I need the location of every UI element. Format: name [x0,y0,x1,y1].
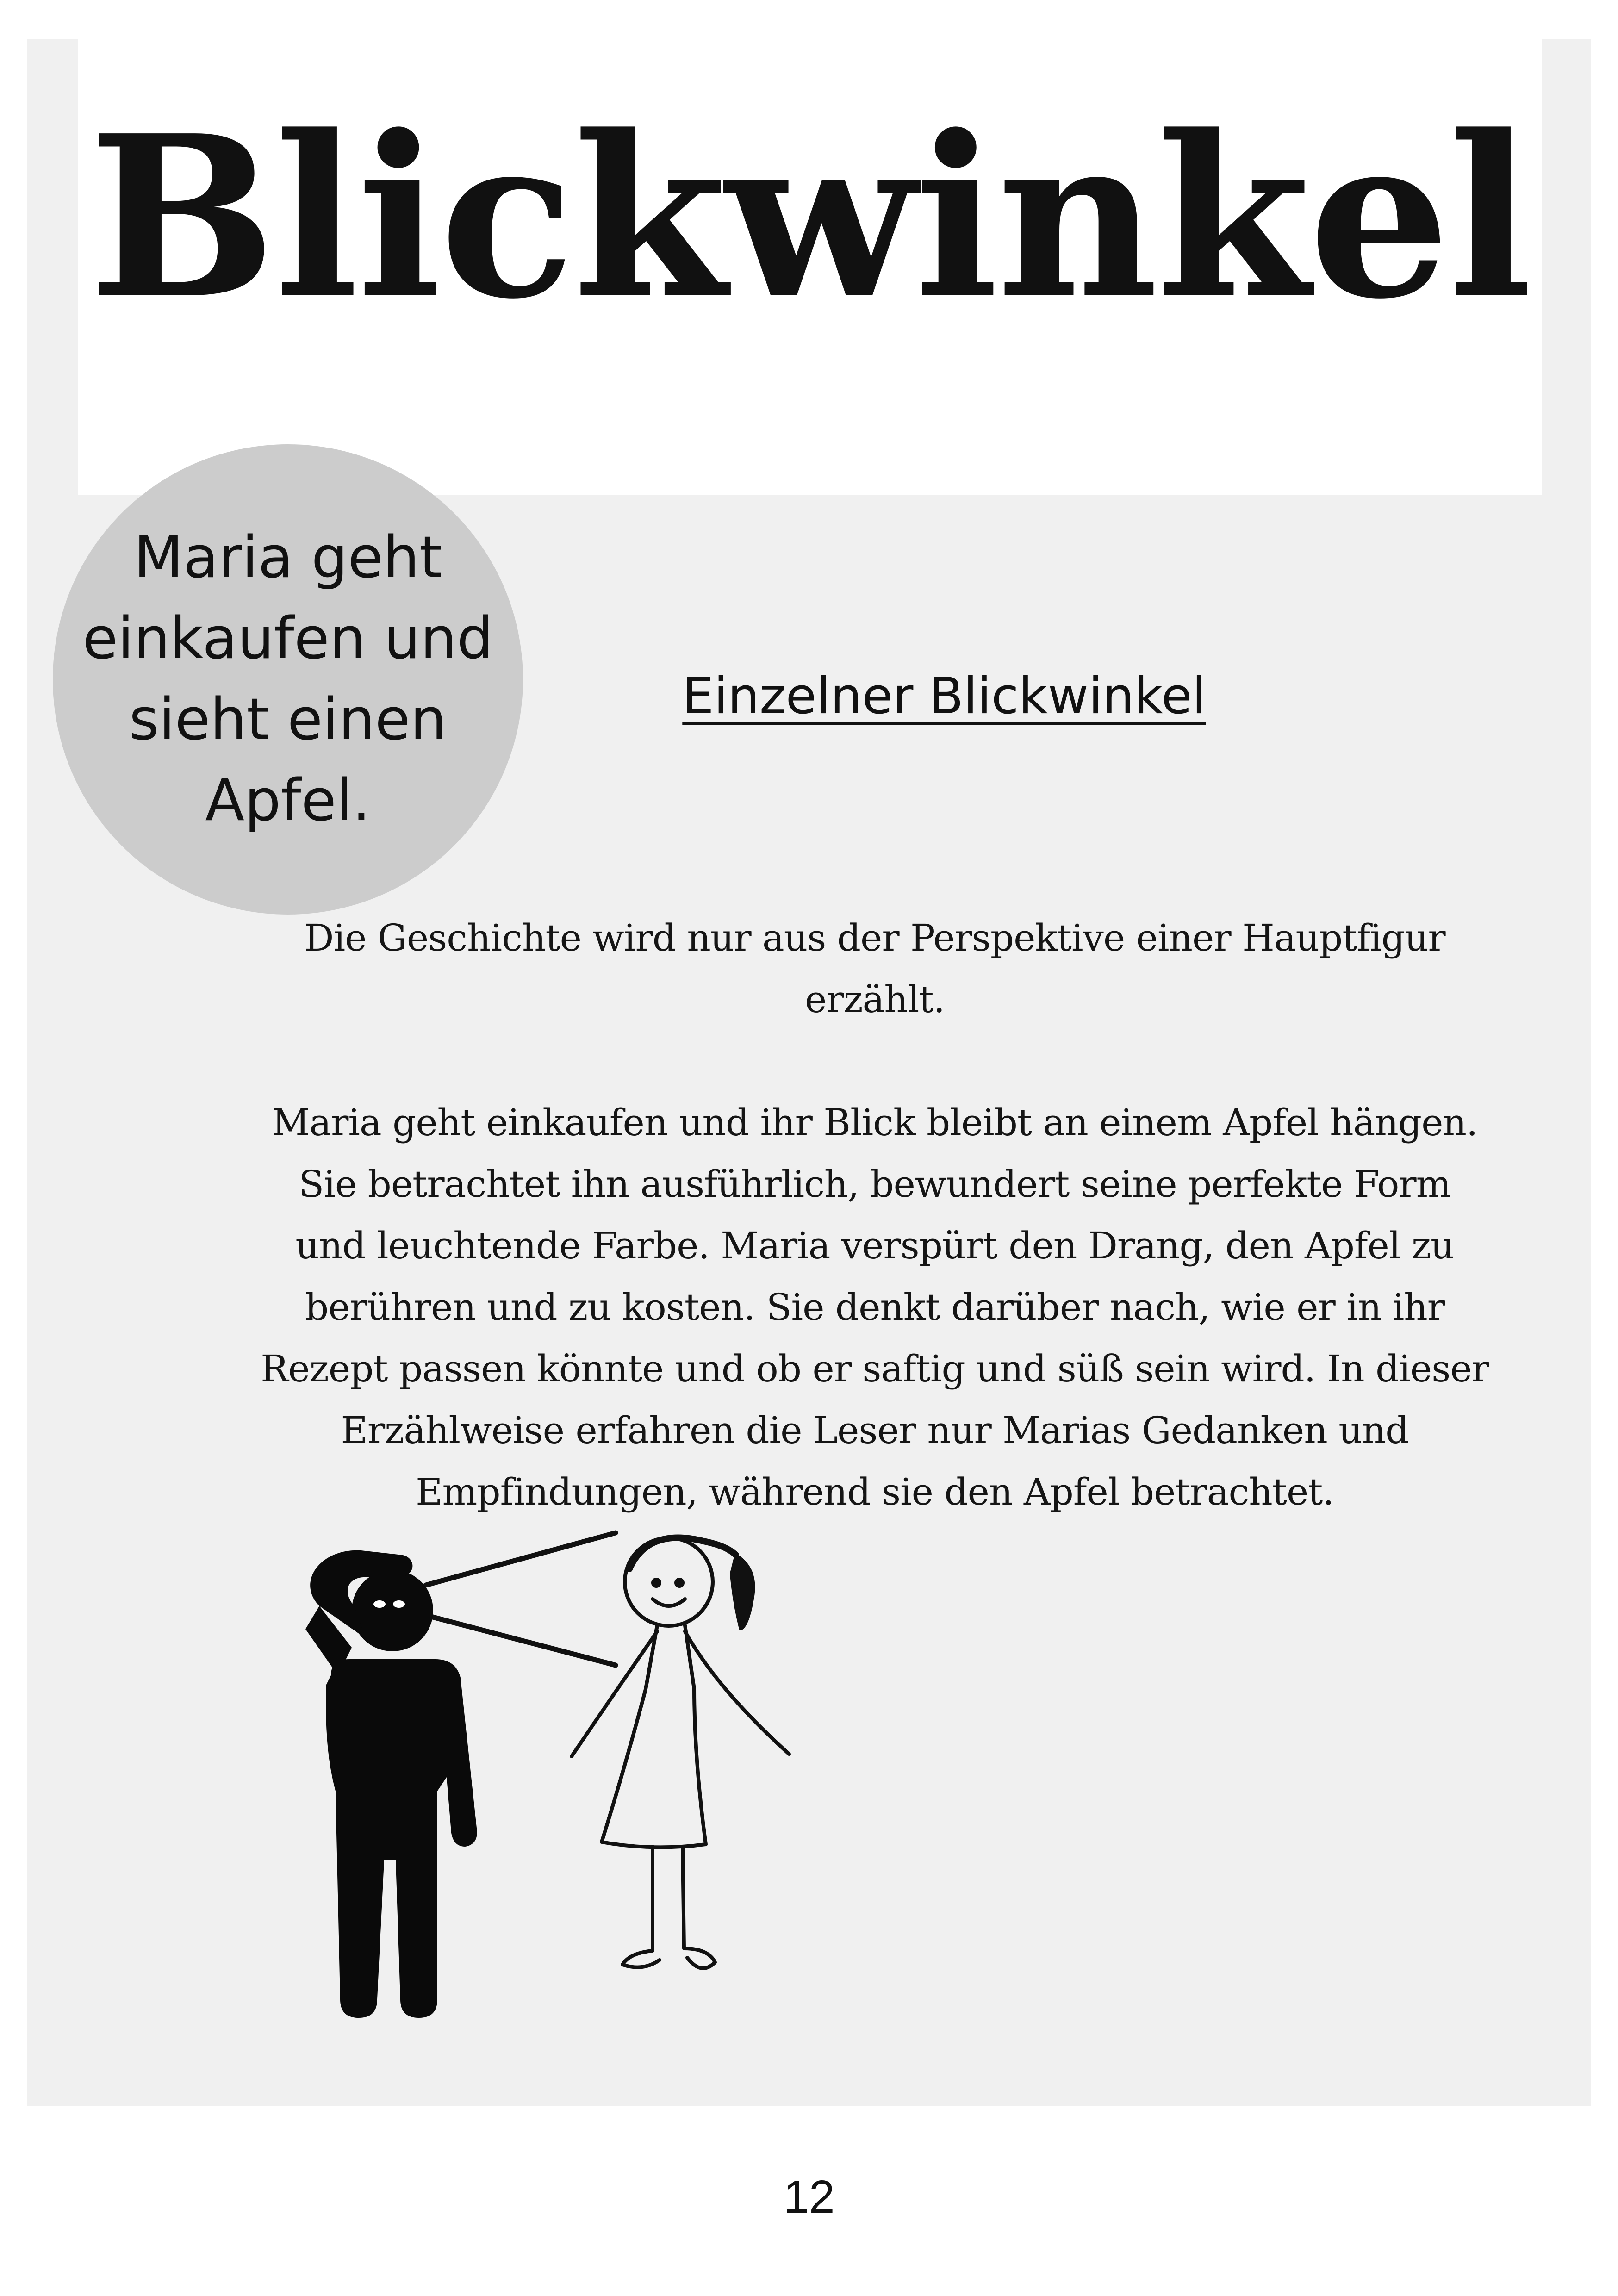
body-text [259,907,1490,1523]
summary-circle [53,444,523,915]
summary-circle-text: Maria geht einkaufen und sieht einen Apfel. [82,524,493,834]
page-title: Blickwinkel [88,87,1531,348]
section-heading: Einzelner Blickwinkel [682,667,1206,725]
definition-paragraph: Die Geschichte wird nur aus der Perspektive einer Hauptfigur erzählt. [304,916,1445,1021]
page-number: 12 [783,2171,835,2223]
example-paragraph: Maria geht einkaufen und ihr Blick bleibt an einem Apfel hängen. Sie betrachtet ihn ausführlich, bewundert seine perfekte Form und leuchtende Farbe. Maria verspürt den Drang, den Apfel zu berühren und zu kosten. Sie denkt darüber nach, wie er in ihr Rezept passen könnte und ob er saftig und süß sein wird. In dieser Erzählweise erfahren die Leser nur Marias Gedanken und Empfindungen, während sie den Apfel betrachtet. [261,1101,1489,1513]
observer-illustration [259,1509,815,2046]
sight-lines [426,1533,616,1665]
girl-figure-icon [572,1538,789,1968]
